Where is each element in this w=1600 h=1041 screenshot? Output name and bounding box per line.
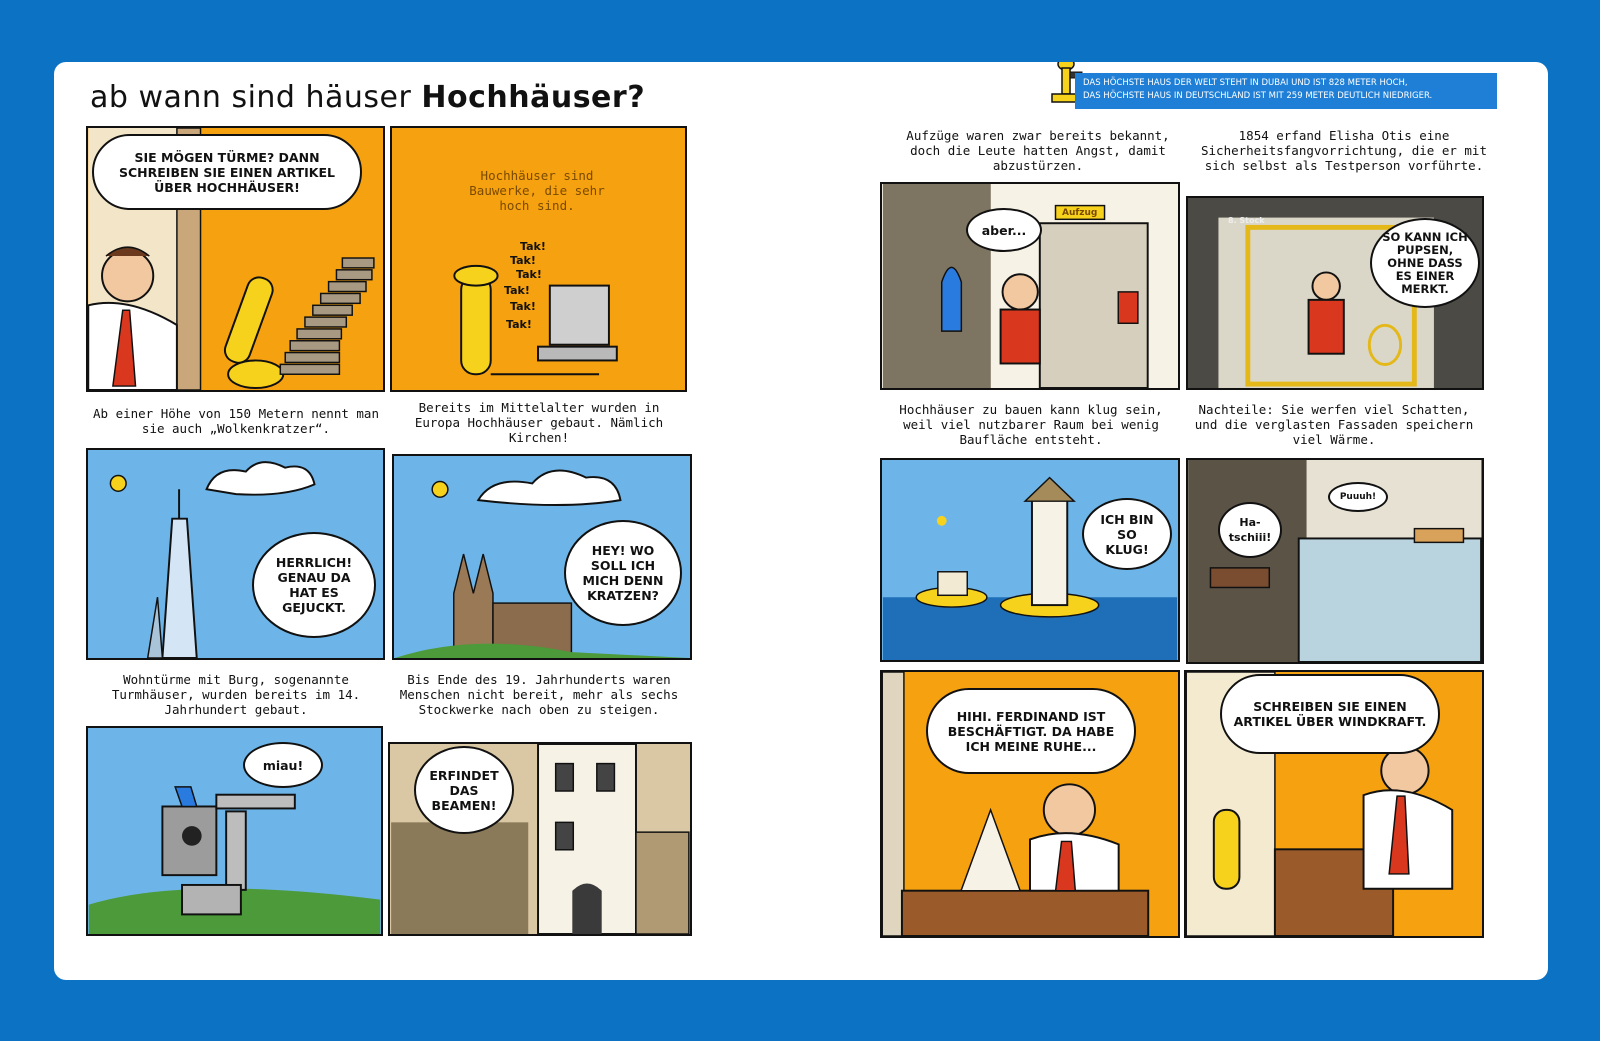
- floor-sign: 8. Stock: [1228, 216, 1265, 225]
- caption-l4: Bereits im Mittelalter wurden in Europa Hochhäuser gebaut. Nämlich Kirchen!: [414, 400, 664, 445]
- tak-sfx: Tak!: [510, 300, 536, 313]
- elevator-sign: Aufzug: [1062, 208, 1098, 218]
- panel-l1: [86, 126, 385, 392]
- panel-l6-speech-bubble: ERFINDET DAS BEAMEN!: [414, 746, 514, 834]
- caption-r4: Nachteile: Sie werfen viel Schatten, und die verglasten Fassaden speichern viel Wärme.: [1194, 402, 1474, 447]
- panel-l3-speech-bubble: HERRLICH! GENAU DA HAT ES GEJUCKT.: [252, 532, 376, 638]
- panel-l4-speech-bubble: HEY! WO SOLL ICH MICH DENN KRATZEN?: [564, 520, 682, 626]
- panel-r2-speech-bubble: SO KANN ICH PUPSEN, OHNE DASS ES EINER MERKT.: [1370, 218, 1480, 308]
- panel-r1: [880, 182, 1180, 390]
- panel-r2: [1186, 196, 1484, 390]
- panel-r4-thought-bubble: Puuuh!: [1328, 482, 1388, 512]
- caption-l6: Bis Ende des 19. Jahrhunderts waren Menschen nicht bereit, mehr als sechs Stockwerke nach oben zu steigen.: [399, 672, 679, 717]
- panel-l6: [388, 742, 692, 936]
- panel-l1-speech-bubble: SIE MÖGEN TÜRME? DANN SCHREIBEN SIE EINEN ARTIKEL ÜBER HOCHHÄUSER!: [92, 134, 362, 210]
- page-title: ab wann sind häuser Hochhäuser?: [90, 80, 646, 115]
- panel-r1-speech-bubble: aber...: [966, 208, 1042, 252]
- tak-sfx: Tak!: [520, 240, 546, 253]
- panel-r5: [880, 670, 1180, 938]
- panel-l5: [86, 726, 383, 936]
- fact-line-1: DAS HÖCHSTE HAUS DER WELT STEHT IN DUBAI UND IST 828 METER HOCH,: [1083, 78, 1408, 88]
- panel-l3: [86, 448, 385, 660]
- caption-r3: Hochhäuser zu bauen kann klug sein, weil viel nutzbarer Raum bei wenig Baufläche entsteht.: [899, 402, 1163, 447]
- panel-r4: [1186, 458, 1484, 664]
- panel-l2: [390, 126, 687, 392]
- fact-line-2: DAS HÖCHSTE HAUS IN DEUTSCHLAND IST MIT 259 METER DEUTLICH NIEDRIGER.: [1083, 91, 1433, 101]
- panel-r5-thought-bubble: HIHI. FERDINAND IST BESCHÄFTIGT. DA HABE ICH MEINE RUHE...: [926, 688, 1136, 774]
- panel-r6-speech-bubble: SCHREIBEN SIE EINEN ARTIKEL ÜBER WINDKRAFT.: [1220, 674, 1440, 754]
- tak-sfx: Tak!: [510, 254, 536, 267]
- panel-l5-speech-bubble: miau!: [243, 742, 323, 788]
- panel-l2-narration: Hochhäuser sind Bauwerke, die sehr hoch sind.: [469, 168, 605, 213]
- tak-sfx: Tak!: [516, 268, 542, 281]
- tak-sfx: Tak!: [504, 284, 530, 297]
- panel-r3: [880, 458, 1180, 662]
- panel-r3-speech-bubble: ICH BIN SO KLUG!: [1082, 498, 1172, 570]
- caption-l5: Wohntürme mit Burg, sogenannte Turmhäuser, wurden bereits im 14. Jahrhundert gebaut.: [111, 672, 361, 717]
- panel-r4-speech-bubble-sneeze: Ha-tschiii!: [1218, 502, 1282, 558]
- fact-box: [1075, 73, 1497, 109]
- caption-r1: Aufzüge waren zwar bereits bekannt, doch die Leute hatten Angst, damit abzustürzen.: [906, 128, 1170, 173]
- tak-sfx: Tak!: [506, 318, 532, 331]
- caption-r2: 1854 erfand Elisha Otis eine Sicherheitsfangvorrichtung, die er mit sich selbst als Testperson vorführte.: [1201, 128, 1487, 173]
- panel-l4: [392, 454, 692, 660]
- caption-l3: Ab einer Höhe von 150 Metern nennt man sie auch „Wolkenkratzer“.: [93, 406, 379, 436]
- panel-r6: [1184, 670, 1484, 938]
- comic-spread: [54, 62, 1548, 980]
- panel-l5-art: [88, 728, 381, 934]
